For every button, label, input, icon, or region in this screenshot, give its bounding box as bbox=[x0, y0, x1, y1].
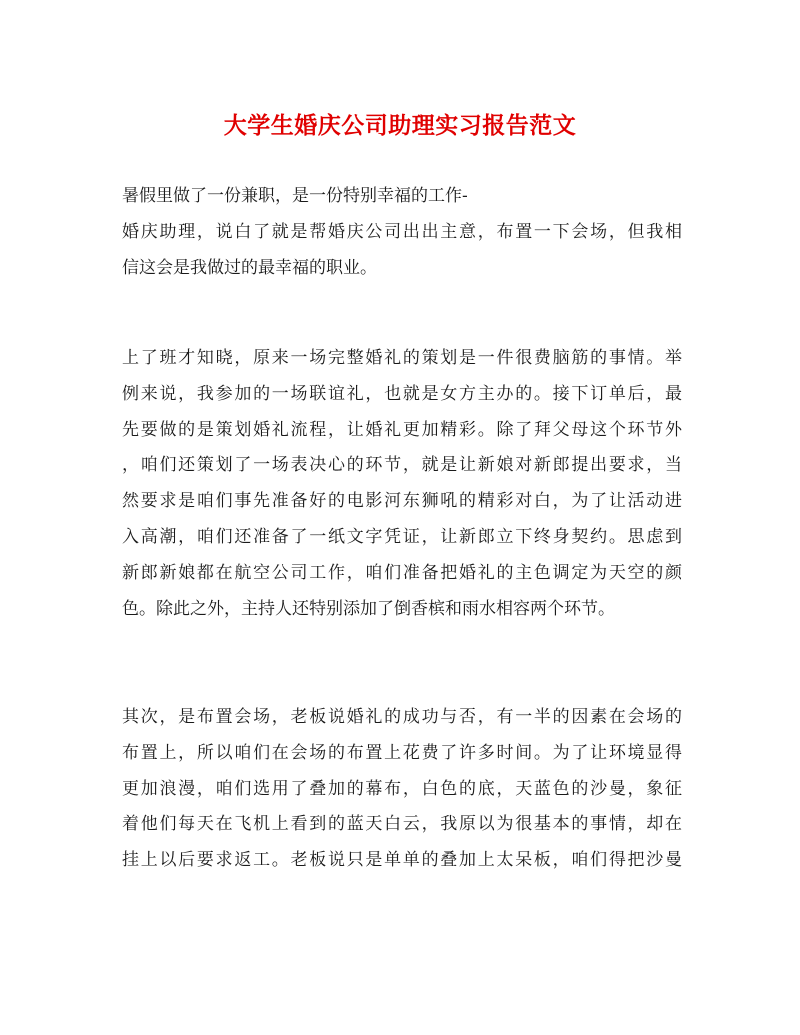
paragraph-line: 更加浪漫，咱们选用了叠加的幕布，白色的底，天蓝色的沙曼，象征 bbox=[122, 778, 682, 799]
paragraph-2 bbox=[122, 341, 682, 627]
paragraph-line: 其次，是布置会场，老板说婚礼的成功与否，有一半的因素在会场的 bbox=[122, 707, 682, 727]
paragraph-line: 上了班才知晓，原来一场完整婚礼的策划是一件很费脑筋的事情。举 bbox=[122, 348, 682, 368]
paragraph-line: 布置上，所以咱们在会场的布置上花费了许多时间。为了让环境显得 bbox=[122, 742, 682, 763]
paragraph-line: 信这会是我做过的最幸福的职业。 bbox=[122, 257, 377, 278]
paragraph-line: 婚庆助理，说白了就是帮婚庆公司出出主意，布置一下会场，但我相 bbox=[122, 221, 682, 242]
paragraph-line: ，咱们还策划了一场表决心的环节，就是让新娘对新郎提出要求，当 bbox=[122, 455, 682, 476]
paragraph-line: 挂上以后要求返工。老板说只是单单的叠加上太呆板，咱们得把沙曼 bbox=[122, 850, 682, 871]
paragraph-line: 色。除此之外，主持人还特别添加了倒香槟和雨水相容两个环节。 bbox=[122, 598, 615, 619]
document-title: 大学生婚庆公司助理实习报告范文 bbox=[223, 112, 577, 139]
paragraph-line: 先要做的是策划婚礼流程，让婚礼更加精彩。除了拜父母这个环节外 bbox=[122, 419, 682, 440]
paragraph-line: 例来说，我参加的一场联谊礼，也就是女方主办的。接下订单后，最 bbox=[122, 383, 682, 404]
paragraph-line: 然要求是咱们事先准备好的电影河东狮吼的精彩对白，为了让活动进 bbox=[122, 491, 682, 512]
paragraph-line: 入高潮，咱们还准备了一纸文字凭证，让新郎立下终身契约。思虑到 bbox=[122, 526, 682, 547]
paragraph-1 bbox=[122, 179, 682, 286]
paragraph-3 bbox=[122, 700, 682, 879]
paragraph-line: 暑假里做了一份兼职，是一份特别幸福的工作- bbox=[122, 186, 468, 206]
paragraph-line: 新郎新娘都在航空公司工作，咱们准备把婚礼的主色调定为天空的颜 bbox=[122, 562, 682, 583]
paragraph-line: 着他们每天在飞机上看到的蓝天白云，我原以为很基本的事情，却在 bbox=[122, 814, 682, 835]
